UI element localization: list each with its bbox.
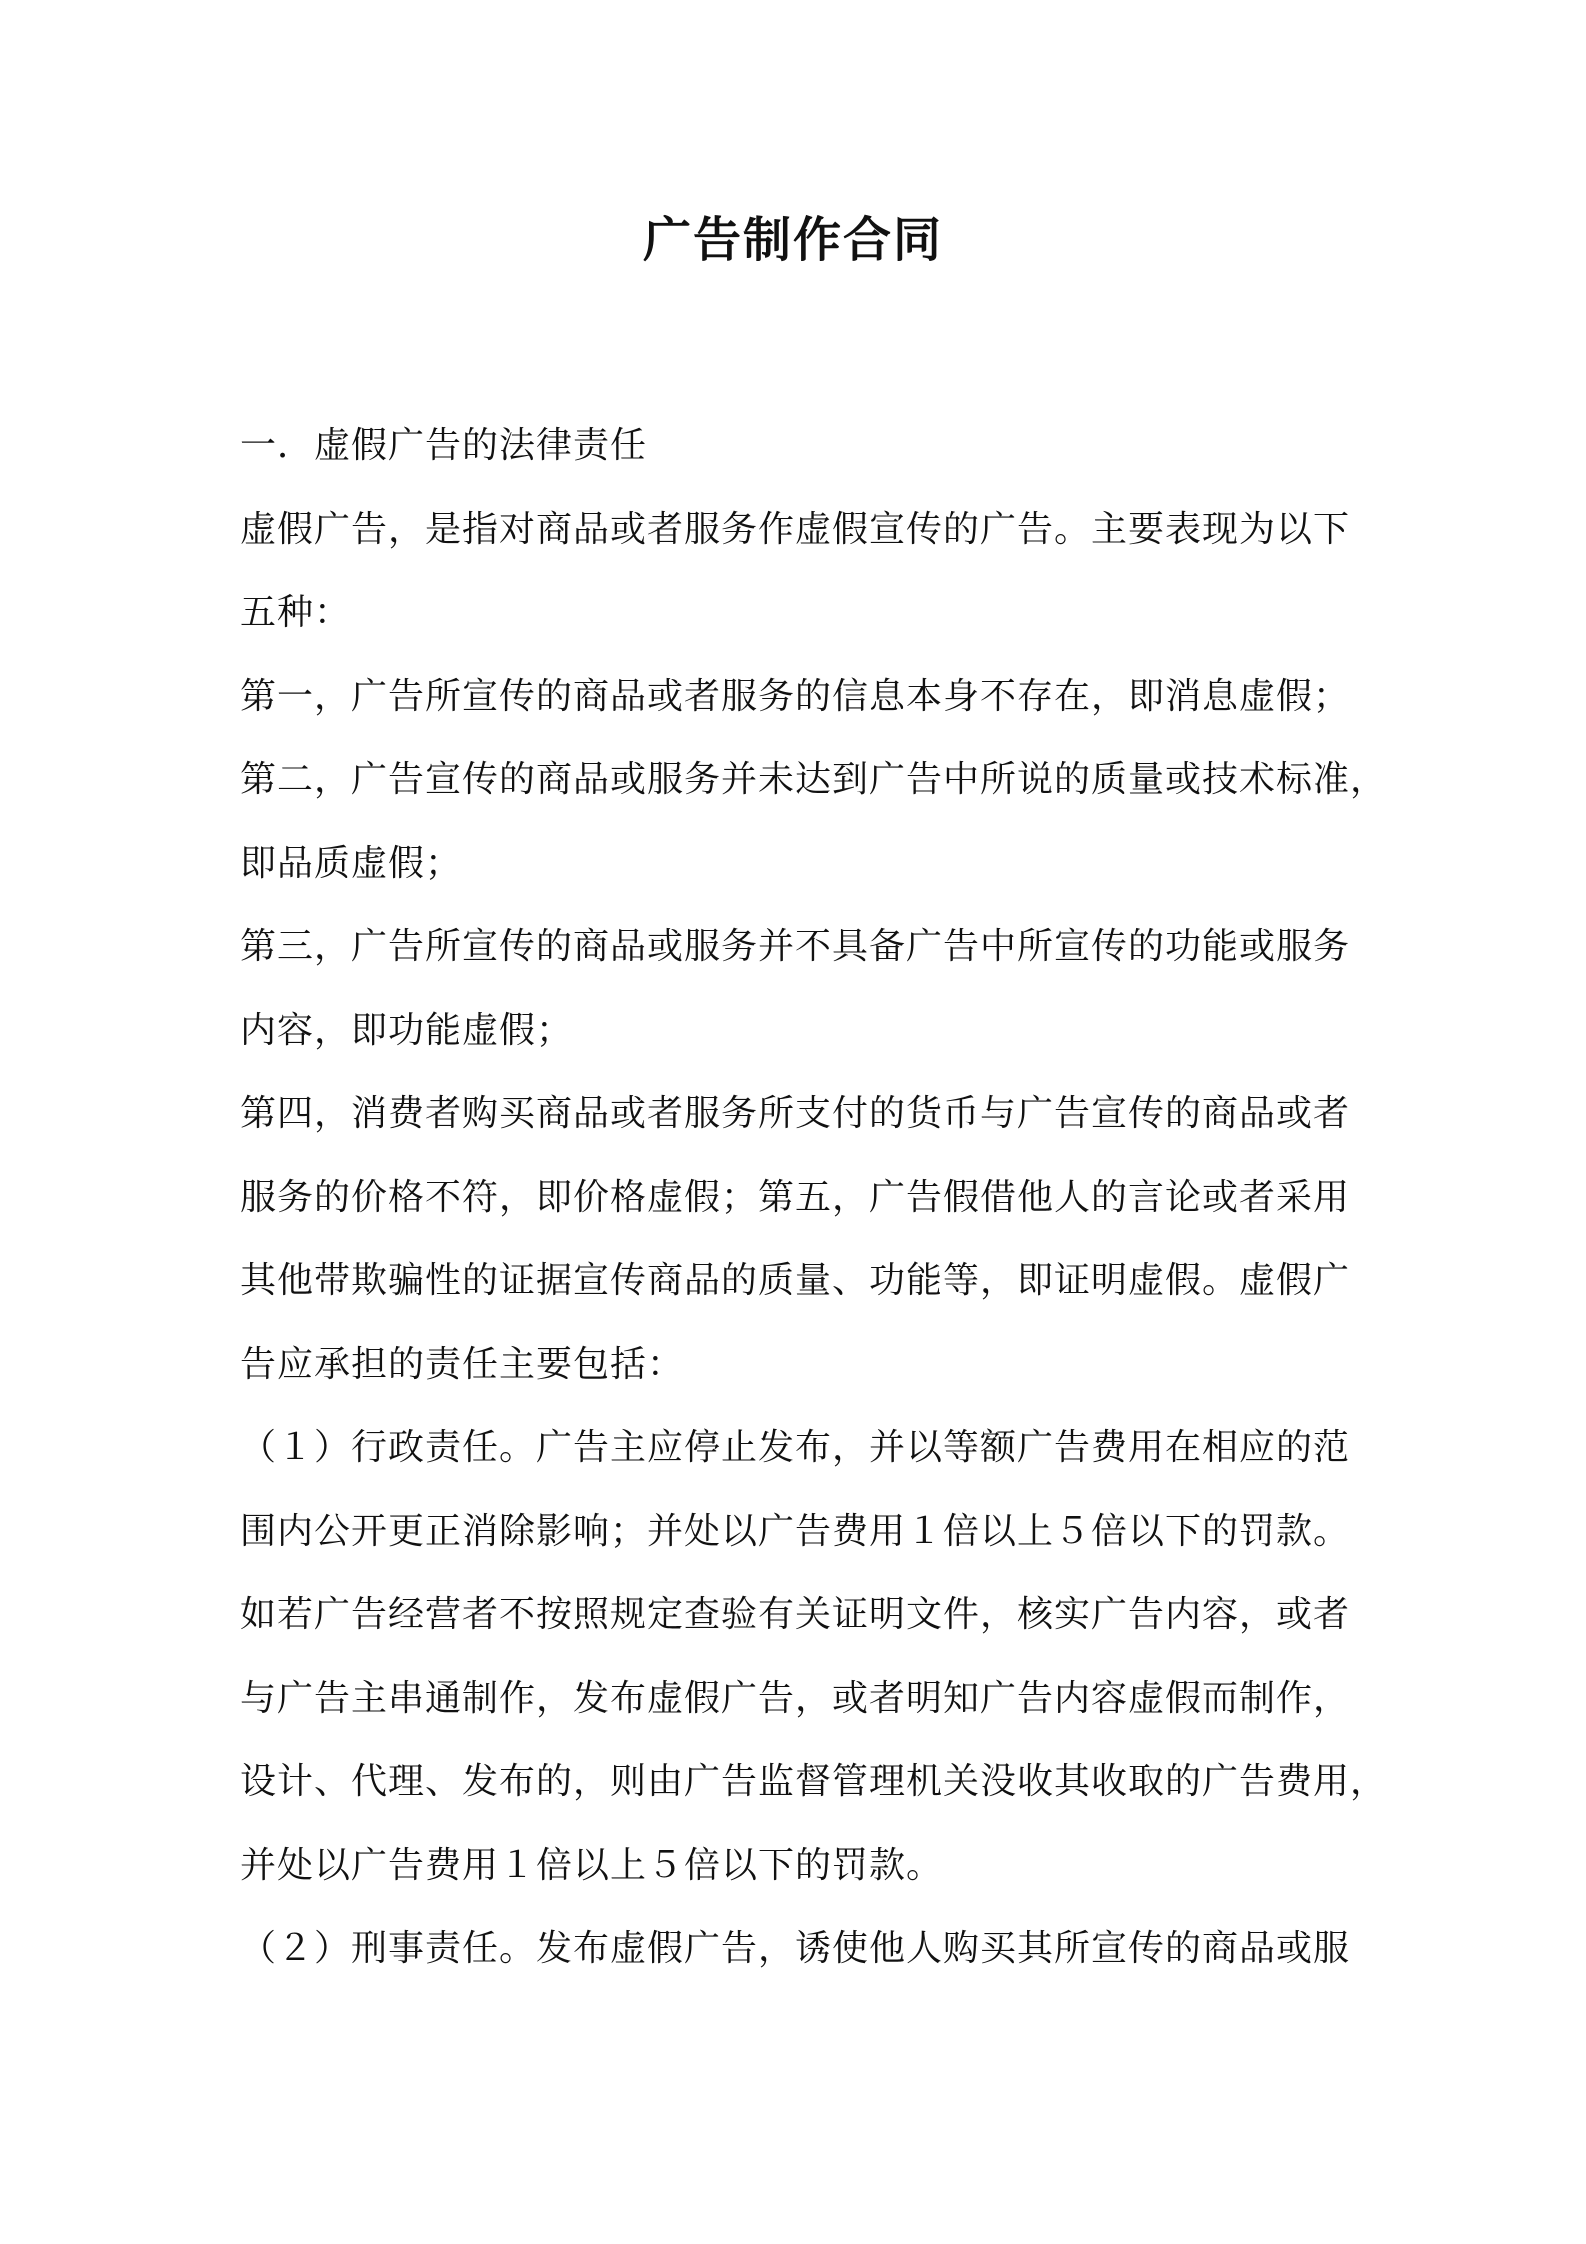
paragraph-line: 如若广告经营者不按照规定查验有关证明文件，核实广告内容，或者 [240,1594,1351,1635]
paragraph-line: 内容，即功能虚假； [240,1009,574,1051]
paragraph-line: 第四，消费者购买商品或者服务所支付的货币与广告宣传的商品或者 [240,1093,1351,1134]
paragraph-line: 与广告主串通制作，发布虚假广告，或者明知广告内容虚假而制作， [240,1677,1351,1719]
paragraph-line: （１）行政责任。广告主应停止发布，并以等额广告费用在相应的范 [240,1427,1351,1468]
section-heading: 一．虚假广告的法律责任 [240,425,648,466]
paragraph-line: 即品质虚假； [240,842,463,884]
document-body [240,404,1388,1991]
paragraph-line: 五种： [240,592,352,633]
paragraph-line: 并处以广告费用１倍以上５倍以下的罚款。 [240,1844,944,1886]
paragraph-line: 第一，广告所宣传的商品或者服务的信息本身不存在，即消息虚假； [240,675,1351,717]
document-title: 广告制作合同 [642,212,943,268]
paragraph-line: 告应承担的责任主要包括： [240,1343,685,1385]
paragraph-line: 第三，广告所宣传的商品或服务并不具备广告中所宣传的功能或服务 [240,926,1351,967]
paragraph-line: 虚假广告，是指对商品或者服务作虚假宣传的广告。主要表现为以下 [240,508,1351,550]
paragraph-line: 服务的价格不符，即价格虚假；第五，广告假借他人的言论或者采用 [240,1176,1351,1218]
paragraph-line: （２）刑事责任。发布虚假广告，诱使他人购买其所宣传的商品或服 [240,1928,1351,1969]
paragraph-line: 其他带欺骗性的证据宣传商品的质量、功能等，即证明虚假。虚假广 [240,1260,1351,1301]
paragraph-line: 第二，广告宣传的商品或服务并未达到广告中所说的质量或技术标准， [240,759,1388,800]
paragraph-line: 设计、代理、发布的，则由广告监督管理机关没收其收取的广告费用， [240,1761,1388,1802]
paragraph-line: 围内公开更正消除影响；并处以广告费用１倍以上５倍以下的罚款。 [240,1510,1351,1552]
